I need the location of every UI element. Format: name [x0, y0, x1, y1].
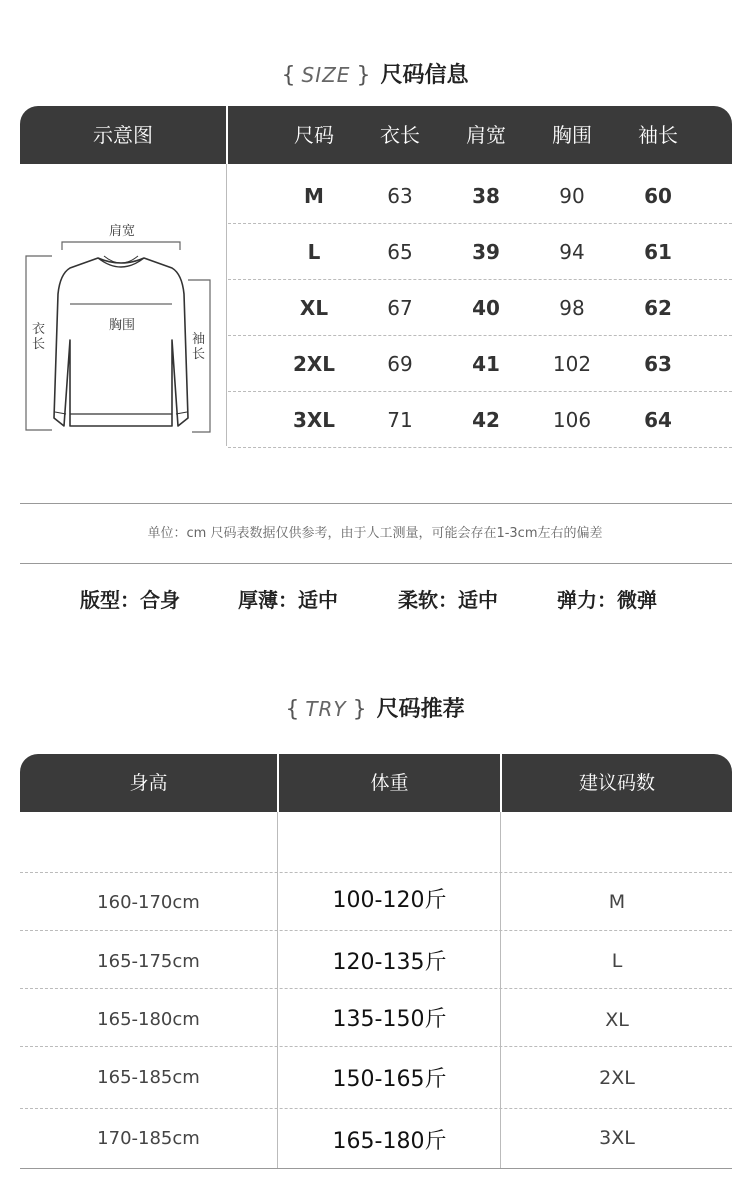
cell-shoulder: 38: [472, 184, 500, 208]
header-suggested-size: 建议码数: [578, 772, 655, 794]
attr-fit: 版型：合身: [80, 588, 180, 612]
header-height: 身高: [129, 772, 168, 794]
try-section-title: [0, 692, 750, 723]
cell-shoulder: 39: [472, 240, 500, 264]
cell-size: 2XL: [292, 352, 336, 376]
cell-sleeve: 64: [644, 408, 672, 432]
cell-sleeve: 61: [644, 240, 672, 264]
cell-size: XL: [299, 296, 329, 320]
header-weight: 体重: [370, 772, 409, 794]
attr-thickness: 厚薄：适中: [238, 588, 338, 612]
header-chest: 胸围: [552, 123, 592, 147]
cell-suggested-size: 2XL: [599, 1067, 635, 1089]
size-title-en: SIZE: [301, 63, 351, 87]
table-row: [228, 168, 732, 224]
table-row: [228, 224, 732, 280]
header-sleeve: 袖长: [638, 123, 678, 147]
cell-suggested-size: M: [608, 891, 626, 913]
cell-length: 63: [387, 184, 413, 208]
size-title-cn: 尺码信息: [380, 63, 469, 88]
table-row: [20, 1046, 732, 1108]
cell-suggested-size: 3XL: [599, 1127, 635, 1149]
try-title-cn: 尺码推荐: [376, 697, 465, 722]
diagram-label-sleeve: 袖长: [192, 332, 206, 362]
cell-weight: 165-180斤: [332, 1129, 447, 1154]
size-table-header: [20, 106, 732, 164]
cell-suggested-size: XL: [605, 1009, 629, 1031]
try-title-en: TRY: [305, 697, 347, 721]
cell-suggested-size: L: [611, 950, 623, 972]
diagram-label-chest: 胸围: [108, 318, 135, 333]
cell-shoulder: 41: [472, 352, 500, 376]
attr-elasticity: 弹力：微弹: [557, 588, 657, 612]
brace-close: }: [356, 63, 371, 88]
table-row: [228, 280, 732, 336]
cell-height: 160-170cm: [97, 892, 200, 913]
fabric-attributes: [0, 584, 750, 614]
cell-length: 69: [387, 352, 413, 376]
cell-height: 170-185cm: [97, 1128, 200, 1149]
header-divider: [226, 106, 228, 164]
attr-softness: 柔软：适中: [398, 588, 498, 612]
cell-size: 3XL: [292, 408, 336, 432]
table-row: [228, 392, 732, 448]
cell-weight: 120-135斤: [332, 950, 447, 975]
table-row: [20, 930, 732, 988]
diagram-label-shoulder: 肩宽: [108, 224, 135, 239]
brace-close: }: [352, 697, 367, 722]
cell-weight: 135-150斤: [332, 1007, 447, 1032]
cell-size: L: [307, 240, 321, 264]
cell-chest: 94: [559, 240, 585, 264]
divider-line: [20, 563, 732, 564]
cell-size: M: [304, 184, 324, 208]
cell-sleeve: 60: [644, 184, 672, 208]
cell-sleeve: 63: [644, 352, 672, 376]
diagram-divider: [226, 164, 227, 446]
cell-sleeve: 62: [644, 296, 672, 320]
cell-height: 165-185cm: [97, 1067, 200, 1088]
header-size: 尺码: [294, 123, 334, 147]
cell-length: 65: [387, 240, 413, 264]
cell-length: 71: [387, 408, 413, 432]
cell-chest: 98: [559, 296, 585, 320]
table-row: [20, 872, 732, 930]
cell-weight: 100-120斤: [332, 888, 447, 913]
cell-height: 165-180cm: [97, 1009, 200, 1030]
header-diagram: 示意图: [93, 123, 153, 147]
garment-diagram: [20, 164, 226, 446]
header-length: 衣长: [380, 123, 420, 147]
cell-shoulder: 40: [472, 296, 500, 320]
table-row: [20, 1108, 732, 1168]
measurement-note: 单位：cm 尺码表数据仅供参考，由于人工测量，可能会存在1-3cm左右的偏差: [147, 526, 603, 541]
table-row: [20, 988, 732, 1046]
cell-length: 67: [387, 296, 413, 320]
header-shoulder: 肩宽: [466, 123, 506, 147]
cell-chest: 106: [552, 408, 592, 432]
cell-weight: 150-165斤: [332, 1067, 447, 1092]
cell-height: 165-175cm: [97, 951, 200, 972]
brace-open: {: [285, 697, 300, 722]
cell-shoulder: 42: [472, 408, 500, 432]
sweatshirt-icon: [20, 164, 226, 446]
table-row: [228, 336, 732, 392]
cell-chest: 102: [552, 352, 592, 376]
table-bottom-line: [20, 1168, 732, 1169]
divider-line: [20, 503, 732, 504]
cell-chest: 90: [559, 184, 585, 208]
brace-open: {: [281, 63, 296, 88]
rec-table-header: [20, 754, 732, 812]
size-section-title: [0, 58, 750, 89]
diagram-label-length: 衣长: [32, 322, 46, 352]
